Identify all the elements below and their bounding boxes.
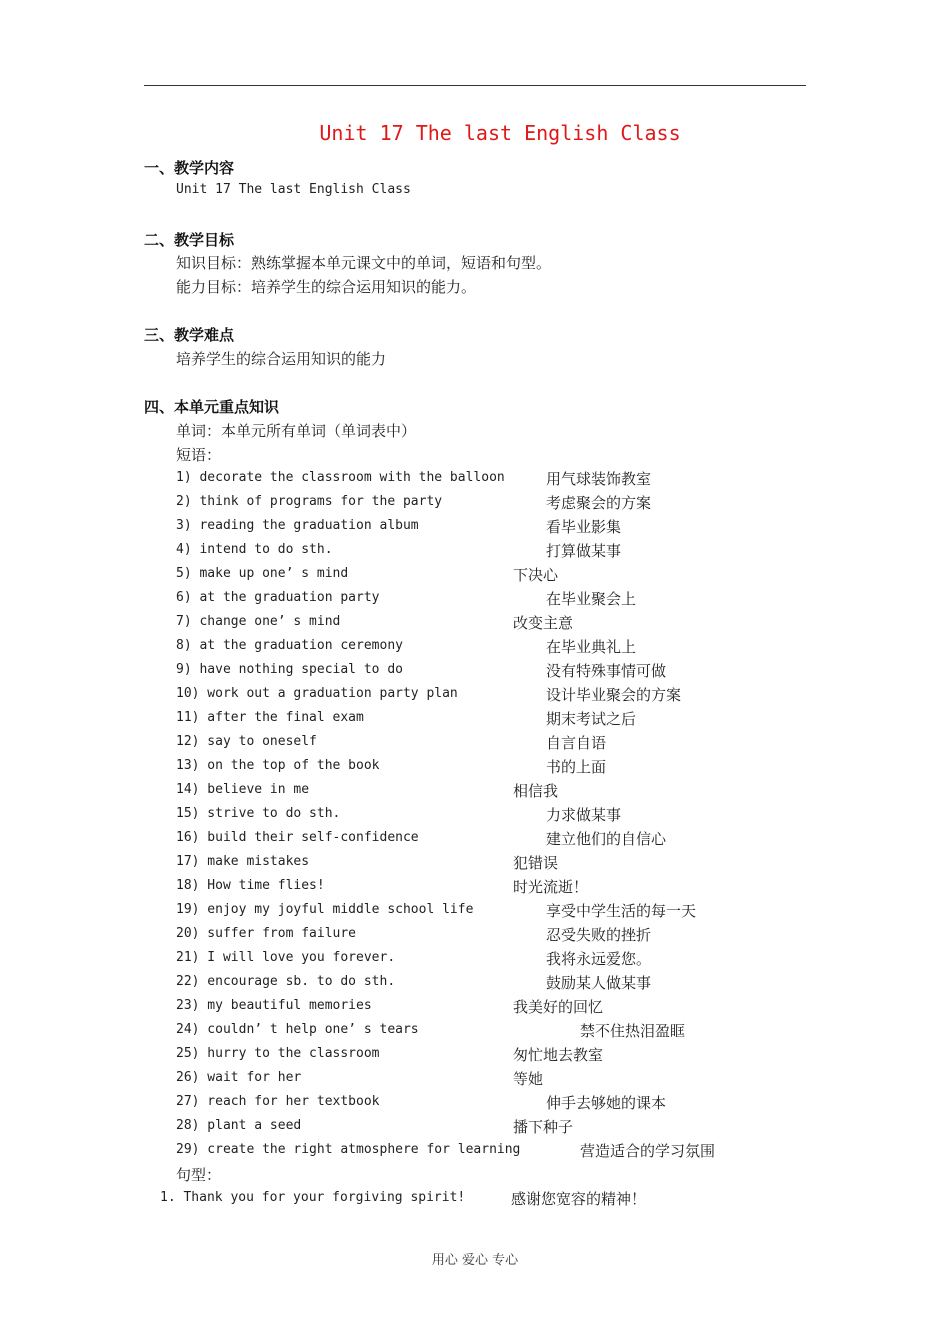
phrase-cn: 看毕业影集 [546, 518, 622, 536]
page-title: Unit 17 The last English Class [319, 121, 681, 145]
page-footer: 用心 爱心 专心 [431, 1253, 519, 1268]
phrase-en: 5) make up one’ s mind [176, 566, 349, 581]
phrase-en: 19) enjoy my joyful middle school life [176, 902, 474, 917]
phrase-cn: 鼓励某人做某事 [546, 974, 652, 992]
phrase-cn: 忍受失败的挫折 [546, 926, 652, 944]
phrase-en: 26) wait for her [176, 1070, 302, 1085]
section-2-line-1: 知识目标：熟练掌握本单元课文中的单词，短语和句型。 [176, 254, 552, 272]
phrase-en: 16) build their self-confidence [176, 830, 419, 845]
phrase-cn: 享受中学生活的每一天 [546, 902, 697, 920]
phrase-cn: 在毕业聚会上 [546, 590, 637, 608]
phrase-cn: 营造适合的学习氛围 [580, 1142, 716, 1160]
phrase-cn: 时光流逝！ [513, 878, 589, 896]
phrase-cn: 在毕业典礼上 [546, 638, 637, 656]
phrase-cn: 用气球装饰教室 [546, 470, 652, 488]
phrase-cn: 伸手去够她的课本 [546, 1094, 667, 1112]
phrase-cn: 匆忙地去教室 [513, 1046, 604, 1064]
phrase-en: 14) believe in me [176, 782, 310, 797]
phrase-cn: 建立他们的自信心 [546, 830, 667, 848]
phrase-cn: 设计毕业聚会的方案 [546, 686, 682, 704]
phrase-en: 9) have nothing special to do [176, 662, 403, 677]
phrase-en: 18) How time flies! [176, 878, 325, 893]
phrase-en: 11) after the final exam [176, 710, 364, 725]
phrase-cn: 等她 [513, 1070, 544, 1088]
phrase-cn: 没有特殊事情可做 [546, 662, 667, 680]
section-4-heading: 四、本单元重点知识 [144, 398, 280, 416]
phrase-cn: 相信我 [513, 782, 559, 800]
phrase-en: 12) say to oneself [176, 734, 317, 749]
phrases-label: 短语： [176, 446, 222, 464]
phrase-en: 13) on the top of the book [176, 758, 380, 773]
phrase-cn: 改变主意 [513, 614, 574, 632]
phrase-en: 6) at the graduation party [176, 590, 380, 605]
phrase-en: 24) couldn’ t help one’ s tears [176, 1022, 419, 1037]
phrase-en: 27) reach for her textbook [176, 1094, 380, 1109]
sentences-label: 句型： [176, 1166, 222, 1184]
phrase-en: 17) make mistakes [176, 854, 310, 869]
phrase-en: 23) my beautiful memories [176, 998, 372, 1013]
sentence-cn: 感谢您宽容的精神！ [511, 1190, 647, 1208]
phrase-en: 10) work out a graduation party plan [176, 686, 458, 701]
phrase-en: 15) strive to do sth. [176, 806, 341, 821]
phrase-cn: 我美好的回忆 [513, 998, 604, 1016]
section-1-heading: 一、教学内容 [144, 159, 235, 177]
phrase-cn: 播下种子 [513, 1118, 574, 1136]
phrase-en: 4) intend to do sth. [176, 542, 333, 557]
phrase-cn: 期末考试之后 [546, 710, 637, 728]
phrase-en: 28) plant a seed [176, 1118, 302, 1133]
words-line: 单词：本单元所有单词（单词表中） [176, 422, 417, 440]
phrase-en: 8) at the graduation ceremony [176, 638, 403, 653]
phrase-cn: 禁不住热泪盈眶 [580, 1022, 686, 1040]
phrase-en: 20) suffer from failure [176, 926, 357, 941]
phrase-cn: 自言自语 [546, 734, 607, 752]
phrase-en: 25) hurry to the classroom [176, 1046, 380, 1061]
phrase-cn: 我将永远爱您。 [546, 950, 652, 968]
phrase-en: 22) encourage sb. to do sth. [176, 974, 396, 989]
phrase-en: 29) create the right atmosphere for learning [176, 1142, 521, 1157]
section-2-line-2: 能力目标：培养学生的综合运用知识的能力。 [176, 278, 477, 296]
phrase-en: 2) think of programs for the party [176, 494, 443, 509]
phrase-en: 7) change one’ s mind [176, 614, 341, 629]
phrase-cn: 书的上面 [546, 758, 607, 776]
section-3-heading: 三、教学难点 [144, 326, 235, 344]
phrase-en: 3) reading the graduation album [176, 518, 419, 533]
phrase-en: 21) I will love you forever. [176, 950, 396, 965]
phrase-cn: 犯错误 [513, 854, 559, 872]
sentence-en: 1. Thank you for your forgiving spirit! [160, 1190, 466, 1205]
section-3-text: 培养学生的综合运用知识的能力 [176, 350, 387, 368]
section-2-heading: 二、教学目标 [144, 231, 235, 249]
phrase-cn: 打算做某事 [546, 542, 622, 560]
phrase-cn: 力求做某事 [546, 806, 622, 824]
header-rule [144, 85, 806, 86]
phrase-en: 1) decorate the classroom with the balloon [176, 470, 505, 485]
phrase-cn: 下决心 [513, 566, 559, 584]
section-1-text: Unit 17 The last English Class [176, 182, 411, 197]
phrase-cn: 考虑聚会的方案 [546, 494, 652, 512]
